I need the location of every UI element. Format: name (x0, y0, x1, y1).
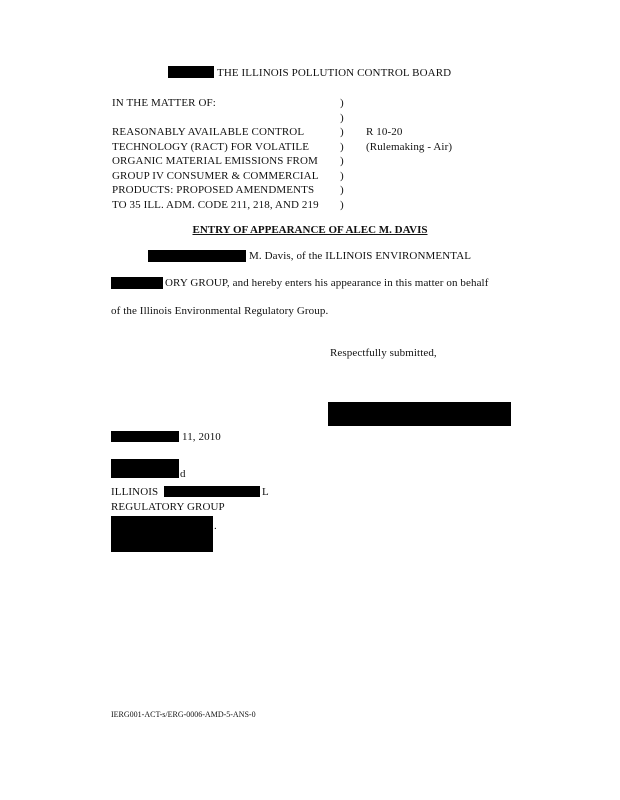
redaction-block (164, 486, 260, 497)
redaction-block (111, 431, 179, 442)
redaction-block (168, 66, 214, 78)
address-line-4: . (214, 520, 217, 532)
address-line-2-prefix: ILLINOIS (111, 486, 159, 498)
redaction-block (111, 516, 213, 552)
signature-redaction (328, 402, 511, 426)
caption-line (112, 111, 319, 126)
paren: ) (340, 155, 344, 167)
date-fragment: 11, 2010 (182, 431, 221, 443)
footer-doc-id: IERG001-ACT-s/ERG-0006-AMD-5-ANS-0 (111, 710, 256, 719)
docket-number: R 10-20 (366, 126, 403, 138)
address-line-2-suffix: L (262, 486, 269, 498)
redaction-block (111, 277, 163, 289)
paren: ) (340, 126, 344, 138)
docket-type: (Rulemaking - Air) (366, 140, 453, 153)
redaction-block (148, 250, 246, 262)
caption-parens (340, 96, 344, 212)
paren: ) (340, 111, 344, 124)
caption-right (366, 125, 452, 154)
address-line-1: d (180, 468, 186, 480)
caption-line: REASONABLY AVAILABLE CONTROL (112, 126, 305, 138)
caption-line: TECHNOLOGY (RACT) FOR VOLATILE (112, 140, 310, 153)
caption-line: PRODUCTS: PROPOSED AMENDMENTS (112, 184, 315, 196)
redaction-block (111, 459, 179, 478)
paren: ) (340, 184, 344, 196)
caption-left (112, 96, 319, 212)
paren: ) (340, 169, 344, 182)
caption-line: IN THE MATTER OF: (112, 97, 216, 109)
closing: Respectfully submitted, (330, 347, 437, 359)
caption-line: TO 35 ILL. ADM. CODE 211, 218, AND 219 (112, 198, 319, 211)
body-line-3: of the Illinois Environmental Regulatory Group. (111, 305, 329, 317)
body-line-1: M. Davis, of the ILLINOIS ENVIRONMENTAL (249, 250, 472, 262)
caption-line: ORGANIC MATERIAL EMISSIONS FROM (112, 155, 318, 167)
caption-line: GROUP IV CONSUMER & COMMERCIAL (112, 169, 319, 182)
paren: ) (340, 140, 344, 153)
paren: ) (340, 97, 344, 109)
body-line-2: ORY GROUP, and hereby enters his appearance in this matter on behalf (165, 277, 489, 289)
address-line-3: REGULATORY GROUP (111, 501, 225, 513)
paren: ) (340, 198, 344, 211)
court-title: THE ILLINOIS POLLUTION CONTROL BOARD (217, 67, 452, 79)
document-heading: ENTRY OF APPEARANCE OF ALEC M. DAVIS (192, 224, 428, 236)
